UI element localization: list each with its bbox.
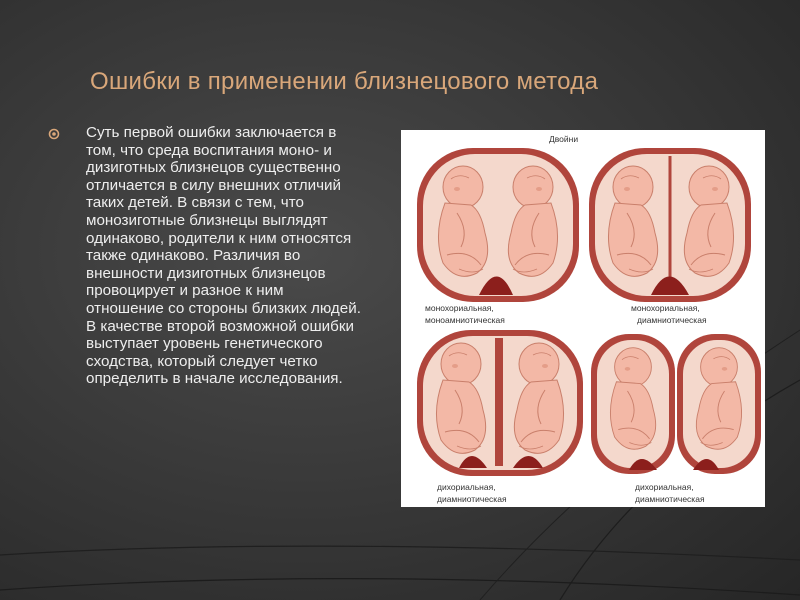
panel-mono-di <box>589 148 751 302</box>
panel-1-line1: монохориальная, <box>425 303 494 313</box>
membrane-icon <box>495 338 503 466</box>
panel-di-di-fused <box>417 330 583 476</box>
panel-1-line2: моноамниотическая <box>425 315 505 325</box>
bullet-text: Суть первой ошибки заключается в том, что среда воспитания моно- и дизиготных близнецов существенно отличается в силу внешних отличий таких детей. В связи с тем, что монозиготные близнецы выглядят одинаково, родители к ним относятся также одинаково. Различия во внешности дизиготных близнецов провоцирует и разное к ним отношение со стороны близких людей. В качестве второй возможной ошибки выступает уровень генетического сходства, который следует четко определить в начале исследования. <box>86 124 361 388</box>
slide-title: Ошибки в применении близнецового метода <box>90 68 599 95</box>
panel-2-line2: диамниотическая <box>637 315 707 325</box>
panel-di-di-separate <box>591 334 761 474</box>
panel-3-line1: дихориальная, <box>437 482 496 492</box>
panel-4-line2: диамниотическая <box>635 494 705 504</box>
panel-mono-mono <box>417 148 579 302</box>
figure-header: Двойни <box>549 134 579 144</box>
bullet-icon <box>48 128 60 140</box>
panel-4-line1: дихориальная, <box>635 482 694 492</box>
twins-illustration <box>401 130 765 507</box>
panel-3-line2: диамниотическая <box>437 494 507 504</box>
panel-2-line1: монохориальная, <box>631 303 700 313</box>
twins-diagram <box>401 130 765 507</box>
